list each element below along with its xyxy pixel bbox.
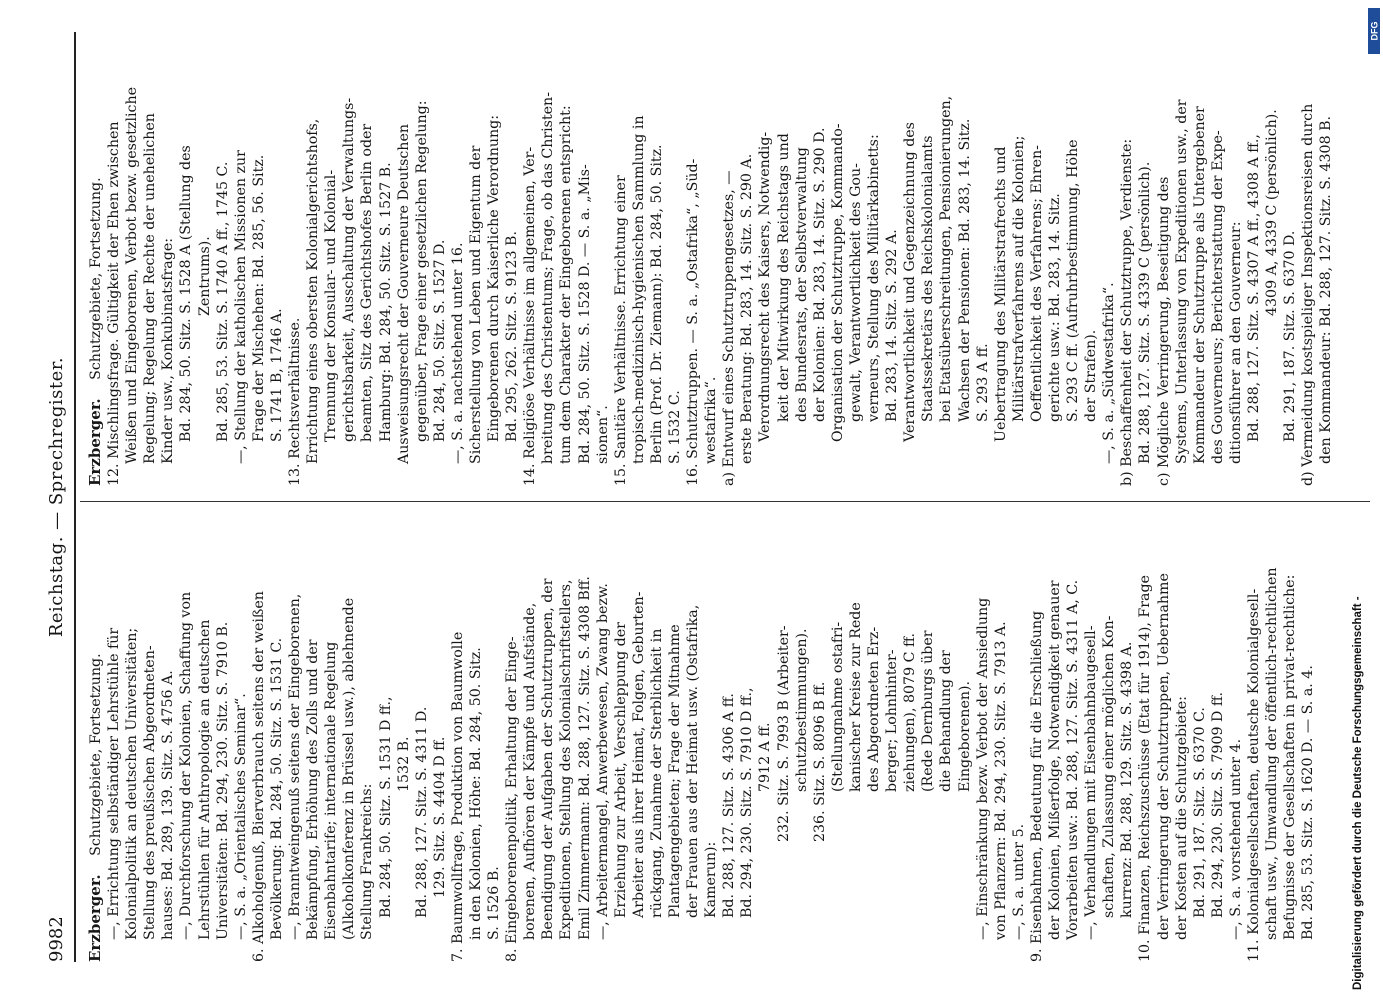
register-line: Systems, Unterlassung von Expeditionen usw., der [1173, 99, 1190, 464]
register-line: —, Stellung der katholischen Missionen zur [232, 150, 249, 464]
register-line: gerichte usw.: Bd. 283, 14. Sitz. [1046, 193, 1063, 422]
right-column [86, 41, 1335, 486]
register-line: Bd. 295, 262. Sitz. S. 9123 B. [504, 231, 521, 442]
register-line: keit der Mitwirkung des Reichstags und [775, 133, 792, 422]
dfg-logo [1368, 8, 1380, 54]
register-line: —, S. a. nachstehend unter 16. [449, 242, 466, 464]
register-line: 7912 A ff. [757, 722, 774, 792]
right-entries [105, 41, 1335, 486]
register-line: Oeffentlichkeit des Verfahrens; Ehren- [1028, 145, 1045, 422]
register-line: Bevölkerung: Bd. 284, 50. Sitz. S. 1531 C. [268, 637, 285, 940]
register-line: b) Beschaffenheit der Schutztruppe, Verdienste: [1119, 138, 1136, 486]
register-line: 11. Kolonialgesellschaften, deutsche Kolonialgesell- [1246, 588, 1262, 962]
register-line: Bd. 284, 50. Sitz. S. 1531 D ff., [377, 696, 394, 918]
register-line: Bd. 294, 230. Sitz. S. 7910 D ff., [739, 687, 756, 918]
register-line: 14. Religiöse Verhältnisse im allgemeinen, Ver- [522, 146, 539, 486]
register-line: —, S. a. vorstehend unter 4. [1227, 738, 1244, 940]
register-line: Bd. 284, 50. Sitz. S. 1528 A (Stellung des [178, 145, 195, 442]
register-line: S. 1526 B. [486, 866, 503, 940]
register-line: kanischer Kreise zur Rede [847, 602, 864, 792]
register-line: die Behandlung der [938, 650, 955, 792]
register-line: rückgang, Zunahme der Sterblichkeit in [648, 628, 665, 918]
register-line: —, Branntweingenuß seitens der Eingeborenen, [287, 593, 304, 940]
register-line: Bd. 288, 127. Sitz. S. 4306 A ff. [721, 693, 738, 918]
register-line: Organisation der Schutztruppe, Kommando- [829, 123, 846, 442]
register-line: 4309 A, 4339 C (persönlich). [1264, 109, 1281, 316]
register-line: des Abgeordneten Erz- [866, 626, 883, 792]
register-line: Stellung Frankreichs: [359, 783, 376, 940]
register-line: —, Einschränkung bezw. Verbot der Ansiedlung [974, 597, 991, 940]
register-line: sionen“. [594, 405, 611, 464]
register-line: von Pflanzern: Bd. 294, 230. Sitz. S. 7913 A. [992, 621, 1009, 940]
register-line: —, Errichtung selbständiger Lehrstühle für [106, 627, 123, 940]
register-line: gegenüber, Frage einer gesetzlichen Regelung: [413, 100, 430, 442]
running-title: Reichstag. — Sprechregister. [46, 356, 67, 638]
register-line: Weißen und Eingeborenen, Verbot bezw. gesetzliche [124, 86, 141, 464]
register-line: —, S. a. „Orientalisches Seminar“. [232, 693, 249, 940]
register-line: 129. Sitz. S. 4404 D ff. [431, 736, 448, 898]
register-line: 232. Sitz. S. 7993 B (Arbeiter- [775, 625, 792, 842]
register-line: Errichtung eines obersten Kolonialgerichtshofs, [305, 118, 322, 464]
register-line: gewalt, Verantwortlichkeit des Gou- [847, 163, 864, 422]
dfg-logo-text: DFG [1369, 21, 1379, 41]
register-line: Kommandeur der Schutztruppe als Untergebener [1191, 106, 1208, 464]
register-line: (Alkoholkonferenz in Brüssel usw.), ablehnende [341, 597, 358, 940]
register-line: Kinder usw., Konkubinatsfrage: [160, 237, 177, 464]
register-line: Erziehung zur Arbeit, Verschleppung der [612, 622, 629, 918]
register-line: Staatssekretärs des Reichskolonialamts [920, 135, 937, 422]
register-line: S. 1532 C. [667, 390, 683, 464]
register-line: bei Etatsüberschreitungen, Pensionierungen, [938, 95, 955, 422]
register-line: Trennung der Konsular- und Kolonial- [323, 169, 340, 442]
register-line: borenen, Aufhören der Kämpfe und Aufstände, [522, 602, 539, 940]
register-line: S. 293 C ff. (Aufruhrbestimmung, Höhe [1065, 139, 1082, 422]
register-line: Bd. 288, 127. Sitz. S. 4307 A ff., 4308 A ff., [1246, 134, 1262, 442]
register-line: tum dem Charakter der Eingeborenen entspricht: [558, 105, 575, 464]
register-line: 10. Finanzen, Reichszuschüsse (Etat für 1914), Frage [1137, 575, 1154, 962]
register-line: Plantagengebieten; Frage der Mitnahme [667, 624, 683, 918]
page-header [42, 32, 76, 962]
register-line: —, Verhandlungen mit Eisenbahnbaugesell- [1083, 625, 1100, 940]
register-line: gerichtsbarkeit, Ausschaltung der Verwaltungs- [341, 97, 358, 442]
register-line: Militärstrafverfahrens auf die Kolonien; [1010, 135, 1027, 422]
register-line: Verantwortlichkeit und Gegenzeichnung des [902, 122, 919, 442]
register-line: beamten, Sitz des Gerichtshofes Berlin oder [359, 123, 376, 442]
register-line: berger; Lohnhinter- [884, 649, 901, 792]
register-line: 15. Sanitäre Verhältnisse. Errichtung einer [612, 175, 629, 486]
page-number: 9982 [46, 916, 67, 962]
register-line: —, S. a. „Südwestafrika“. [1101, 282, 1118, 464]
register-line: 9. Eisenbahnen, Bedeutung für die Erschließung [1028, 610, 1045, 962]
register-line: Verordnungsrecht des Kaisers, Notwendig- [757, 131, 774, 442]
register-line: Frage der Mischehen: Bd. 285, 56. Sitz. [250, 154, 267, 442]
register-line: Kamerun): [703, 841, 720, 918]
register-line: erste Beratung: Bd. 283, 14. Sitz. S. 290 A. [739, 153, 756, 464]
register-line: in den Kolonien, Höhe: Bd. 284, 50. Sitz. [467, 647, 484, 940]
register-line: tropisch-medizinisch-hygienischen Sammlung in [630, 115, 647, 464]
catchword: Erzberger. [86, 874, 104, 962]
register-line: kurrenz: Bd. 288, 129. Sitz. S. 4398 A. [1119, 641, 1136, 918]
register-line: breitung des Christentums; Frage, ob das Christen- [540, 92, 557, 464]
section-heading: Schutzgebiete, Fortsetzung. [88, 653, 104, 856]
register-line: der Strafen). [1083, 329, 1100, 422]
register-line: Uebertragung des Militärstrafrechts und [992, 146, 1009, 442]
register-line: Emil Zimmermann: Bd. 288, 127. Sitz. S. 4308 Bff. [576, 576, 593, 940]
register-line: schaft usw., Umwandlung der öffentlich-rechtlichen [1264, 567, 1281, 940]
register-line: des Gouverneurs; Berichterstattung der Expe- [1209, 130, 1226, 464]
register-line: Bd. 294, 230. Sitz. S. 7909 D ff. [1209, 692, 1226, 918]
register-line: Stellung des preußischen Abgeordneten- [142, 645, 159, 940]
register-line: Bd. 288, 127. Sitz. S. 4339 C (persönlich). [1137, 161, 1154, 464]
column-divider [80, 501, 1370, 502]
left-column [86, 517, 1317, 962]
register-line: schutzbestimmungen). [793, 628, 810, 792]
register-line: 8. Eingeborenenpolitik, Erhaltung der Einge- [504, 636, 521, 962]
register-line: Universitäten: Bd. 294, 230. Sitz. S. 7910 B. [214, 621, 231, 940]
register-line: (Stellungnahme ostafri- [829, 621, 846, 792]
register-line: Bd. 291, 187. Sitz. S. 6370 D. [1282, 230, 1299, 442]
right-column-heading [86, 41, 105, 486]
register-line: 13. Rechtsverhältnisse. [287, 317, 304, 486]
register-line: (Rede Dernburgs über [920, 630, 937, 792]
register-line: a) Entwurf eines Schutztruppengesetzes, — [721, 170, 738, 486]
register-line: d) Vermeidung kostspieliger Inspektionsreisen durch [1300, 103, 1317, 486]
register-line: Bekämpfung, Erhöhung des Zolls und der [305, 639, 322, 940]
register-line: verneurs, Stellung des Militärkabinetts: [866, 134, 883, 422]
register-line: schaften, Zulassung einer möglichen Kon- [1101, 615, 1118, 918]
register-line: Eisenbahntarife; internationale Regelung [323, 641, 340, 940]
register-line: ziehungen), 8079 C ff. [902, 632, 919, 792]
register-line: Hamburg: Bd. 284, 50. Sitz. S. 1527 B. [377, 162, 394, 442]
catchword: Erzberger. [86, 398, 104, 486]
register-line: Bd. 291, 187. Sitz. S. 6370 C. [1191, 707, 1208, 918]
register-line: Regelung; Regelung der Rechte der unehelichen [142, 113, 159, 464]
register-line: Sicherstellung von Leben und Eigentum der [467, 145, 484, 464]
register-line: 1532 B. [395, 736, 412, 792]
register-line: 7. Baumwollfrage, Produktion von Baumwolle [449, 631, 466, 962]
header-rule [74, 32, 76, 962]
register-line: Arbeiter aus ihrer Heimat, Folgen, Geburten- [630, 591, 647, 918]
digitization-credit: Digitalisierung gefördert durch die Deutsche Forschungsgemeinschaft - [1352, 596, 1364, 990]
register-line: Lehrstühlen für Anthropologie an deutschen [196, 619, 213, 940]
register-line: c) Mögliche Verringerung, Beseitigung des [1155, 176, 1172, 486]
register-line: Bd. 285, 53. Sitz. S. 1620 D. — S. a. 4. [1300, 665, 1317, 940]
register-line: des Bundesrats, der Selbstverwaltung [793, 147, 810, 422]
register-line: Bd. 288, 127. Sitz. S. 4311 D. [413, 706, 430, 918]
register-line: den Kommandeur: Bd. 288, 127. Sitz. S. 4308 B. [1318, 115, 1335, 464]
register-line: der Verringerung der Schutztruppen, Uebernahme [1155, 573, 1172, 940]
register-line: ditionsführer an den Gouverneur: [1227, 221, 1244, 464]
register-line: Bd. 285, 53. Sitz. S. 1740 A ff., 1745 C. [214, 161, 231, 442]
register-line: Expeditionen, Stellung des Kolonialschriftstellers, [558, 579, 575, 940]
register-line: Vorarbeiten usw.: Bd. 288, 127. Sitz. S. 4311 A, C. [1065, 579, 1082, 940]
register-line: 16. Schutztruppen. — S. a. „Ostafrika“, „Süd- [685, 158, 702, 486]
register-line: Bd. 284, 50. Sitz. S. 1527 D. [431, 239, 448, 442]
register-line: Befugnisse der Gesellschaften in privat-rechtliche: [1282, 574, 1299, 940]
register-line: westafrika“. [703, 376, 720, 464]
register-line: Bd. 283, 14. Sitz. S. 292 A. [884, 229, 901, 422]
register-line: der Kosten auf die Schutzgebiete: [1173, 696, 1190, 940]
register-line: Kolonialpolitik an deutschen Universitäten; [124, 627, 141, 940]
register-line: der Kolonien, Mißerfolge, Notwendigkeit genauer [1046, 580, 1063, 940]
register-line: —, Arbeitermangel, Anwerbewesen, Zwang bezw. [594, 583, 611, 940]
register-line: Bd. 284, 50. Sitz. S. 1528 D. — S. a. „Mis- [576, 164, 593, 464]
register-line: Ausweisungsrecht der Gouverneure Deutschen [395, 124, 412, 464]
left-entries [105, 517, 1317, 962]
section-heading: Schutzgebiete, Fortsetzung. [88, 177, 104, 380]
register-line: der Frauen aus der Heimat usw. (Ostafrika, [685, 604, 702, 918]
register-line: 236. Sitz. S. 8096 B ff. [811, 681, 828, 842]
register-line: Zentrums). [196, 236, 213, 316]
register-line: S. 1741 B, 1746 A. [268, 308, 285, 442]
register-line: hauses: Bd. 289, 139. Sitz. S. 4756 A. [160, 670, 177, 940]
register-line: —, S. a. unter 5. [1010, 823, 1027, 940]
register-line: 6. Alkoholgenuß, Bierverbrauch seitens der weißen [250, 591, 267, 962]
register-line: Berlin (Prof. Dr. Ziemann): Bd. 284, 50. Sitz. [648, 144, 665, 464]
register-line: Eingeborenen durch Kaiserliche Verordnung: [486, 114, 503, 442]
left-column-heading [86, 517, 105, 962]
register-line: Wachsen der Pensionen: Bd. 283, 14. Sitz. [956, 118, 973, 422]
register-line: 12. Mischlingsfrage. Gültigkeit der Ehen zwischen [106, 121, 123, 486]
register-line: Eingeborenen). [956, 680, 973, 792]
register-line: —, Durchforschung der Kolonien, Schaffung von [178, 591, 195, 940]
register-line: S. 293 A ff. [974, 343, 991, 422]
register-line: Beendigung der Aufgaben der Schutztruppen, der [540, 578, 557, 940]
register-line: der Kolonien: Bd. 283, 14. Sitz. S. 290 D. [811, 127, 828, 422]
